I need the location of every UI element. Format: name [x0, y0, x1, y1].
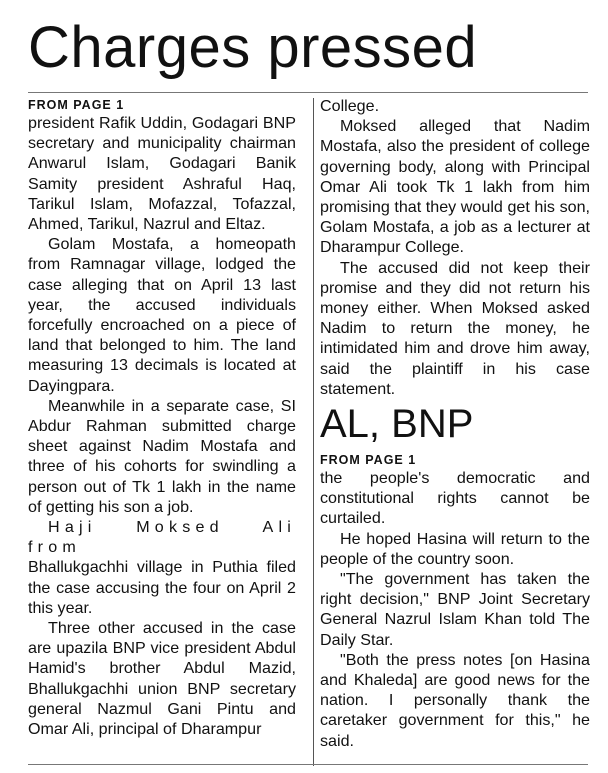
paragraph: The accused did not keep their promise and they did not return his money either. When Moksed asked Nadim to return the money, he intimidated him and drove him away, said the plaintiff in his case statement. — [320, 258, 590, 398]
paragraph-lead: Haji Moksed Ali from — [28, 518, 296, 557]
paragraph: He hoped Hasina will return to the people of the country soon. — [320, 529, 590, 568]
continuation-kicker: FROM PAGE 1 — [320, 453, 417, 468]
column-divider — [313, 98, 314, 766]
paragraph: Three other accused in the case are upazila BNP vice president Abdul Hamid's brother Abdul Mazid, Bhallukgachhi union BNP secretary general Nazmul Gani Pintu and Omar Ali, principal of Dharampur — [28, 619, 296, 739]
top-rule — [28, 92, 588, 93]
paragraph: Golam Mostafa, a homeopath from Ramnagar village, lodged the case alleging that on April 13 last year, the accused individuals forcefully encroached on a piece of land that belonged to him. The land measuring 13 decimals is located at Dayingpara. — [28, 235, 296, 395]
paragraph: College. — [320, 97, 380, 115]
bottom-rule — [28, 764, 588, 765]
paragraph: "The government has taken the right decision," BNP Joint Secretary General Nazrul Islam Khan told The Daily Star. — [320, 570, 590, 649]
paragraph: the people's democratic and constitutional rights cannot be curtailed. — [320, 469, 590, 528]
paragraph: president Rafik Uddin, Godagari BNP secretary and municipality chairman Anwarul Islam, Godagari Banik Samity president Ashraful Haq, Tarikul Islam, Mofazzal, Tofazzal, Ahmed, Tarikul, Nazrul and Eltaz. — [28, 114, 296, 234]
continuation-kicker: FROM PAGE 1 — [28, 98, 125, 112]
right-column — [320, 96, 590, 751]
headline: Charges pressed — [28, 15, 478, 80]
paragraph: Meanwhile in a separate case, SI Abdur Rahman submitted charge sheet against Nadim Mostafa and three of his cohorts for swindling a person out of Tk 1 lakh in the name of getting his son a job. — [28, 396, 296, 516]
paragraph: Bhallukgachhi village in Puthia filed the case accusing the four on April 2 this year. — [28, 558, 296, 617]
paragraph: "Both the press notes [on Hasina and Khaleda] are good news for the nation. I personally thank the caretaker government for this," he said. — [320, 650, 590, 750]
paragraph: Moksed alleged that Nadim Mostafa, also the president of college governing body, along with Principal Omar Ali took Tk 1 lakh from him promising that they would get his son, Golam Mostafa, a job as a lecturer at Dharampur College. — [320, 117, 590, 257]
left-column — [28, 98, 296, 739]
subheadline: AL, BNP — [320, 402, 474, 447]
